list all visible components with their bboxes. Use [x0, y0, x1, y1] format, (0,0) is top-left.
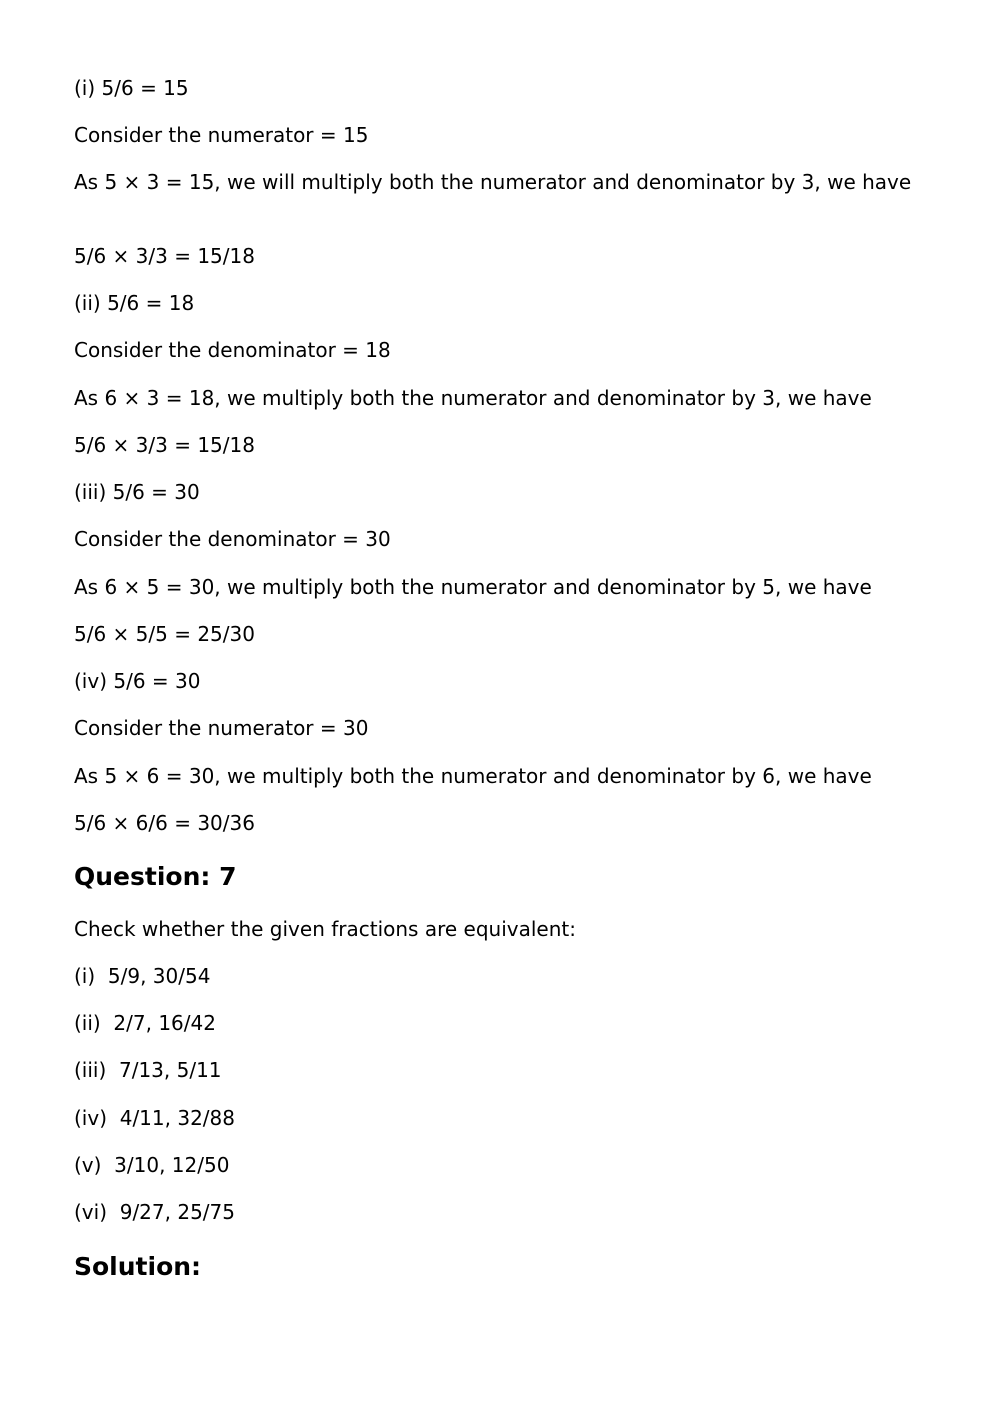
part-ii-result: 5/6 × 3/3 = 15/18	[74, 433, 255, 457]
solution-title: Solution:	[74, 1252, 202, 1281]
list-item: (vi) 9/27, 25/75	[74, 1200, 235, 1224]
part-ii-consider: Consider the denominator = 18	[74, 338, 391, 362]
list-item: (iii) 7/13, 5/11	[74, 1058, 222, 1082]
part-iv-explanation: As 5 × 6 = 30, we multiply both the numerator and denominator by 6, we have	[74, 764, 872, 788]
part-iii-explanation: As 6 × 5 = 30, we multiply both the numerator and denominator by 5, we have	[74, 575, 872, 599]
part-ii-heading: (ii) 5/6 = 18	[74, 291, 195, 315]
part-iv-consider: Consider the numerator = 30	[74, 716, 369, 740]
question-7-title: Question: 7	[74, 862, 237, 891]
part-i-consider: Consider the numerator = 15	[74, 123, 369, 147]
part-iv-heading: (iv) 5/6 = 30	[74, 669, 201, 693]
part-iii-consider: Consider the denominator = 30	[74, 527, 391, 551]
part-ii-explanation: As 6 × 3 = 18, we multiply both the numerator and denominator by 3, we have	[74, 386, 872, 410]
part-i-heading: (i) 5/6 = 15	[74, 76, 189, 100]
question-7-prompt: Check whether the given fractions are equivalent:	[74, 917, 576, 941]
part-iii-heading: (iii) 5/6 = 30	[74, 480, 200, 504]
part-iv-result: 5/6 × 6/6 = 30/36	[74, 811, 255, 835]
part-iii-result: 5/6 × 5/5 = 25/30	[74, 622, 255, 646]
part-i-result: 5/6 × 3/3 = 15/18	[74, 244, 255, 268]
part-i-explanation: As 5 × 3 = 15, we will multiply both the numerator and denominator by 3, we have	[74, 170, 912, 194]
list-item: (iv) 4/11, 32/88	[74, 1106, 235, 1130]
list-item: (ii) 2/7, 16/42	[74, 1011, 216, 1035]
list-item: (i) 5/9, 30/54	[74, 964, 211, 988]
list-item: (v) 3/10, 12/50	[74, 1153, 230, 1177]
